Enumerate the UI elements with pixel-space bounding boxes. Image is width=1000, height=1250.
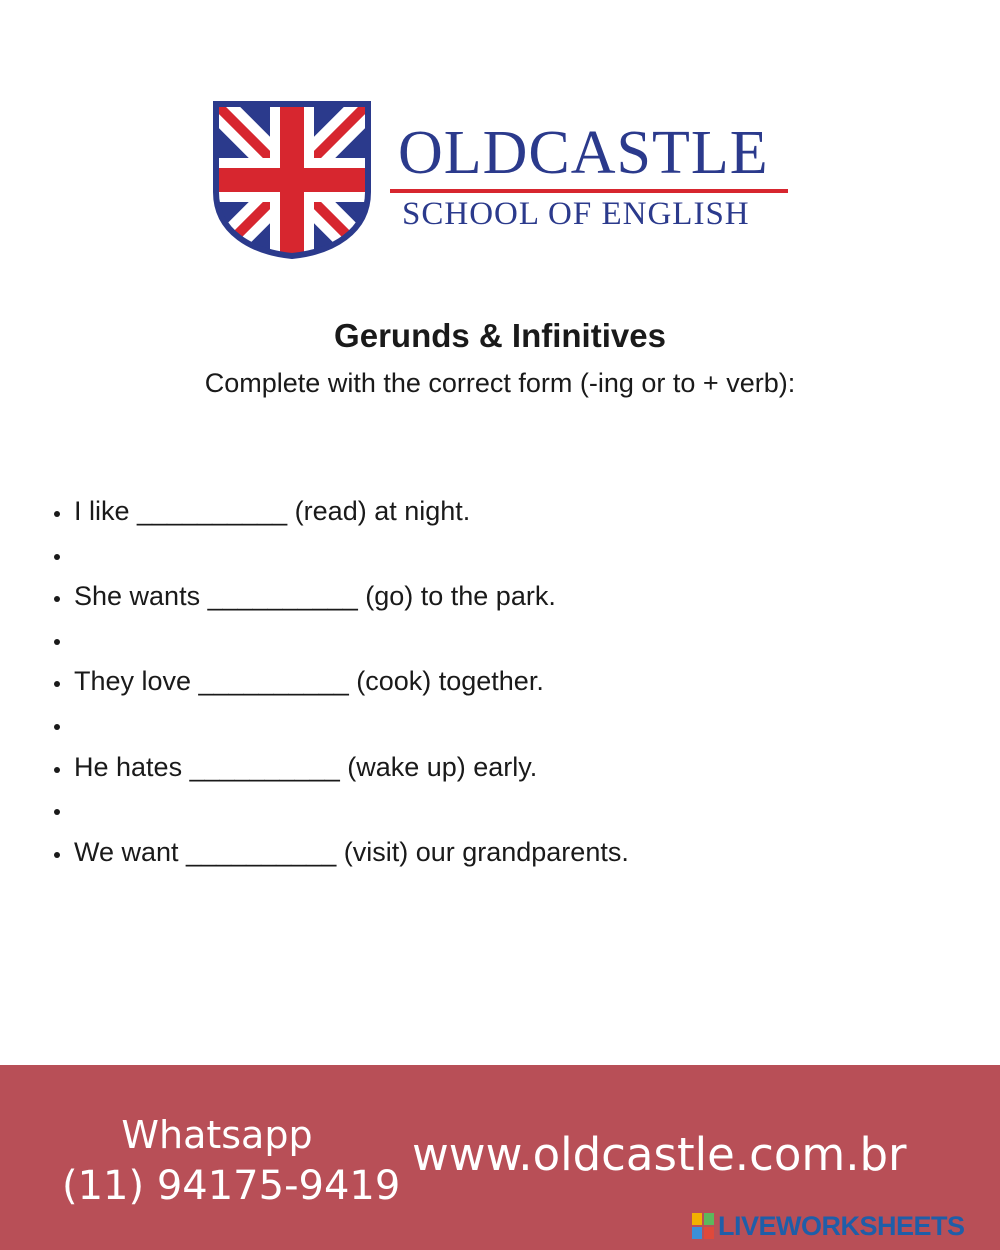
- whatsapp-label: Whatsapp: [121, 1113, 313, 1157]
- exercise-item-empty: [48, 533, 629, 576]
- liveworksheets-text: LIVEWORKSHEETS: [718, 1210, 965, 1241]
- brand-divider: [390, 189, 788, 193]
- worksheet-title: Gerunds & Infinitives: [334, 317, 666, 354]
- website-url: www.oldcastle.com.br: [412, 1128, 907, 1181]
- exercise-list: [48, 490, 629, 873]
- exercise-item-empty: [48, 618, 629, 661]
- exercise-item: I like __________ (read) at night.: [48, 490, 629, 533]
- exercise-item: She wants __________ (go) to the park.: [48, 575, 629, 618]
- whatsapp-phone: (11) 94175-9419: [62, 1163, 401, 1209]
- brand-subtitle: SCHOOL OF ENGLISH: [402, 196, 750, 232]
- school-logo: [212, 100, 792, 260]
- exercise-item: He hates __________ (wake up) early.: [48, 746, 629, 789]
- liveworksheets-logo-icon: [692, 1213, 714, 1239]
- contact-footer: [0, 1065, 1000, 1250]
- worksheet-instructions: Complete with the correct form (-ing or to + verb):: [204, 368, 796, 398]
- brand-name: OLDCASTLE: [398, 119, 769, 187]
- exercise-item-empty: [48, 703, 629, 746]
- union-jack-shield-icon: [212, 100, 372, 260]
- exercise-item: We want __________ (visit) our grandparents.: [48, 831, 629, 874]
- exercise-item-empty: [48, 788, 629, 831]
- liveworksheets-watermark: [692, 1211, 965, 1241]
- exercise-item: They love __________ (cook) together.: [48, 660, 629, 703]
